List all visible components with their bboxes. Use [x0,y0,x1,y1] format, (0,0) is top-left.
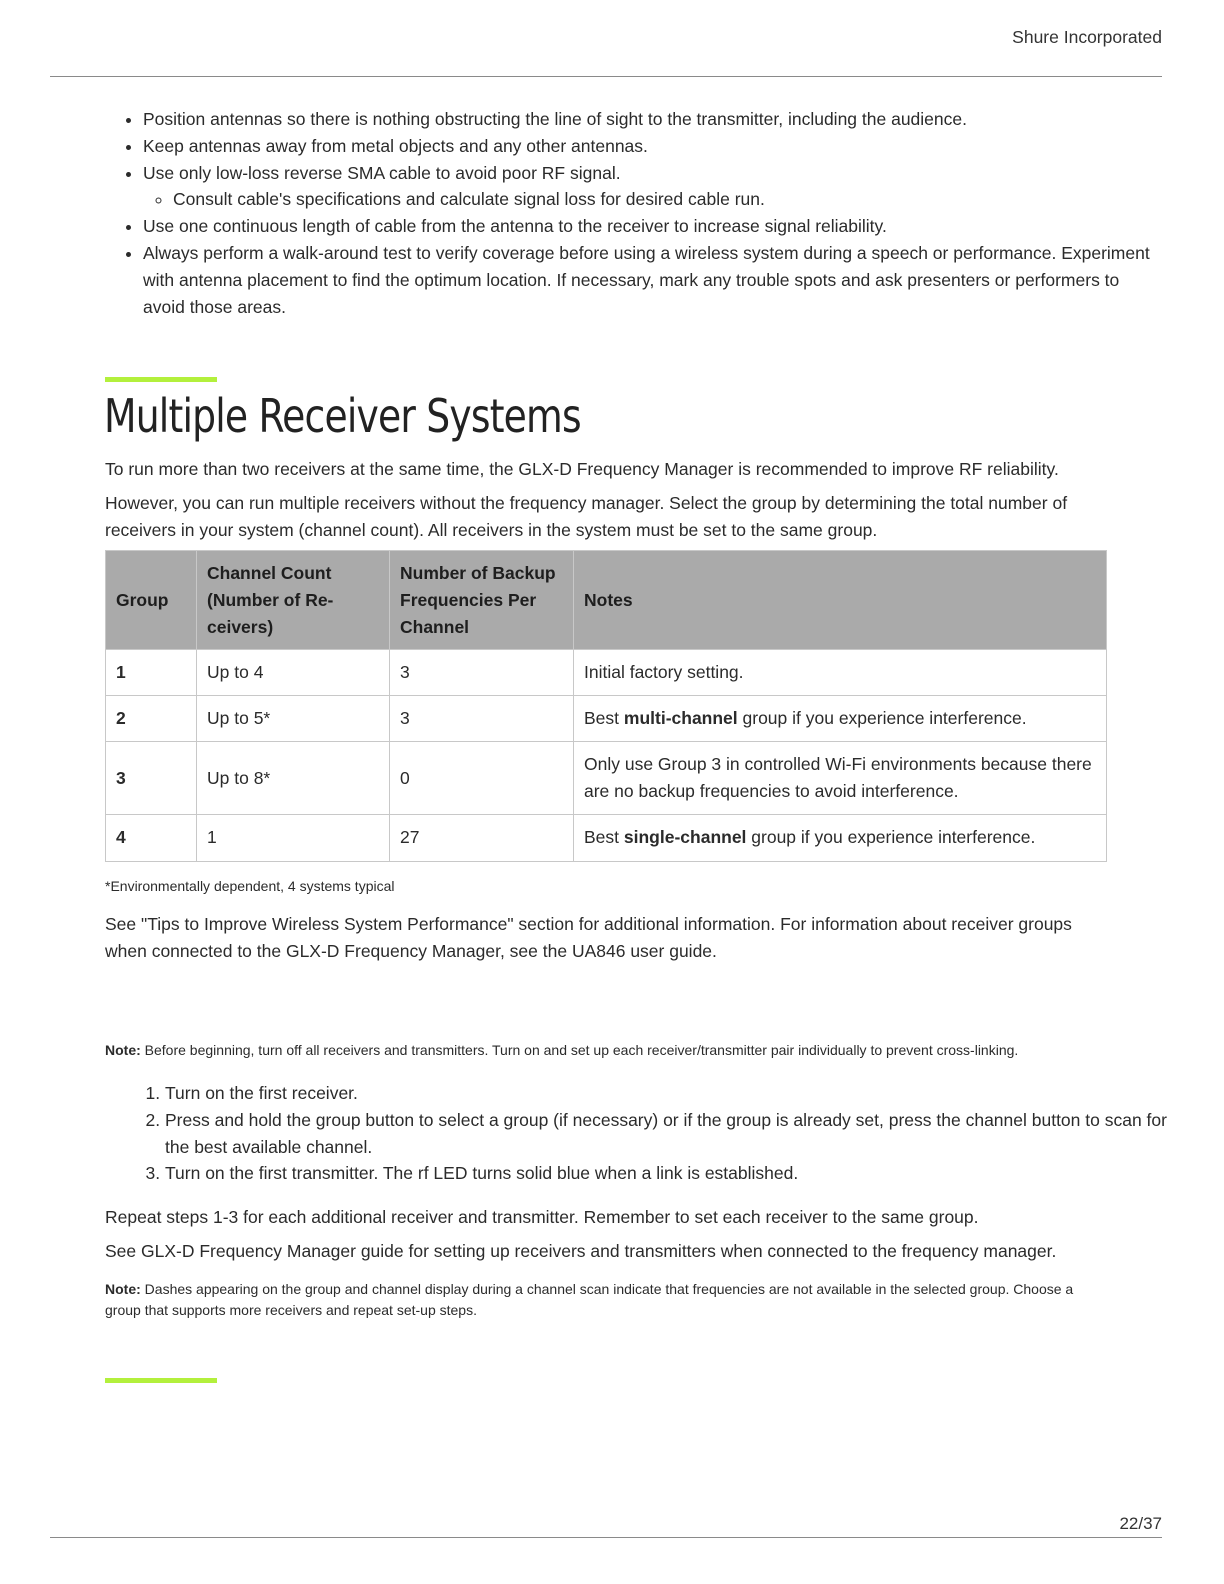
notes-bold: single-channel [623,827,747,848]
channel-count-cell: Up to 8* [197,742,390,815]
group-cell: 3 [106,742,197,815]
channel-count-cell: Up to 5* [197,696,390,742]
section-title: Multiple Receiver Systems [104,389,581,443]
group-cell: 4 [106,814,197,861]
intro-paragraph: However, you can run multiple receivers without the frequency manager. Select the group by determining the total number of receivers in your system (channel count). All receivers in the system must be set to the same group. [105,493,1068,540]
notes-text: Initial factory setting. [584,662,744,683]
list-item: 1. Turn on the first receiver. [165,1080,1170,1107]
note-text: Dashes appearing on the group and channel display during a channel scan indicate that frequencies are not available in the selected group. Choose a group that supports more receivers and repeat set-up steps. [105,1281,1074,1318]
see-guide-paragraph: See GLX-D Frequency Manager guide for setting up receivers and transmitters when connected to the frequency manager. [105,1241,1057,1261]
column-header-group: Group [106,551,197,650]
list-item: 3. Turn on the first transmitter. The rf LED turns solid blue when a link is established. [165,1160,1170,1187]
section-accent-bar [105,1378,217,1383]
table-row [106,742,1107,815]
notes-text: Best [584,827,624,848]
notes-text: group if you experience interference. [746,827,1036,848]
list-item: ◦ Consult cable's specifications and calculate signal loss for desired cable run. [173,186,1153,213]
table-header-row [106,551,1107,650]
list-item: 2. Press and hold the group button to select a group (if necessary) or if the group is already set, press the channel button to scan for the best available channel. [165,1107,1170,1161]
table-footnote: *Environmentally dependent, 4 systems typical [105,878,395,894]
list-item: • Always perform a walk-around test to verify coverage before using a wireless system during a speech or performance. Experiment with antenna placement to find the optimum location. If necessary, mark any trouble spots and ask presenters or performers to avoid those areas. [143,240,1153,320]
intro-paragraph: To run more than two receivers at the same time, the GLX-D Frequency Manager is recommended to improve RF reliability. [105,459,1059,479]
column-header-notes: Notes [574,551,1107,650]
notes-cell [574,742,1107,815]
column-header-backup-frequencies: Number of Backup Frequencies Per Channel [390,551,574,650]
group-cell: 2 [106,696,197,742]
note-cross-linking [105,1040,1110,1061]
backup-cell: 27 [390,814,574,861]
backup-cell: 3 [390,650,574,696]
group-table [105,550,1107,862]
page-number: 22/37 [1119,1514,1162,1533]
repeat-paragraph: Repeat steps 1-3 for each additional receiver and transmitter. Remember to set each receiver to the same group. [105,1207,979,1227]
header-company-name: Shure Incorporated [1012,27,1162,47]
note-text: Before beginning, turn off all receivers and transmitters. Turn on and set up each receiver/transmitter pair individually to prevent cross-linking. [140,1042,1019,1058]
table-row [106,696,1107,742]
backup-cell: 3 [390,696,574,742]
note-label: Note: [105,1281,141,1297]
setup-steps-list [105,1080,1170,1187]
table-row [106,814,1107,861]
see-tips-paragraph: See "Tips to Improve Wireless System Performance" section for additional information. For information about receiver groups when connected to the GLX-D Frequency Manager, see the UA846 user guide. [105,914,1072,961]
table-row [106,650,1107,696]
channel-count-cell: Up to 4 [197,650,390,696]
notes-cell [574,650,1107,696]
sub-list [143,186,1153,213]
notes-text: group if you experience interference. [737,708,1027,729]
list-item: • Use one continuous length of cable from the antenna to the receiver to increase signal reliability. [143,213,1153,240]
notes-text: Best [584,708,624,729]
note-dashes [105,1279,1110,1321]
list-item [143,160,1153,214]
column-header-channel-count: Channel Count (Number of Re-ceivers) [197,551,390,650]
list-item: • Position antennas so there is nothing obstructing the line of sight to the transmitter, including the audience. [143,106,1153,133]
notes-cell [574,696,1107,742]
note-label: Note: [105,1042,141,1058]
list-item-text: Use only low-loss reverse SMA cable to avoid poor RF signal. [143,162,621,183]
backup-cell: 0 [390,742,574,815]
section-accent-bar [105,377,217,382]
group-cell: 1 [106,650,197,696]
header-divider [50,76,1162,77]
notes-text: Only use Group 3 in controlled Wi-Fi environments because there are no backup frequencies to avoid interference. [584,754,1092,801]
tips-list [105,106,1153,320]
channel-count-cell: 1 [197,814,390,861]
notes-bold: multi-channel [623,708,738,729]
footer-divider [50,1537,1162,1538]
notes-cell [574,814,1107,861]
list-item: • Keep antennas away from metal objects and any other antennas. [143,133,1153,160]
